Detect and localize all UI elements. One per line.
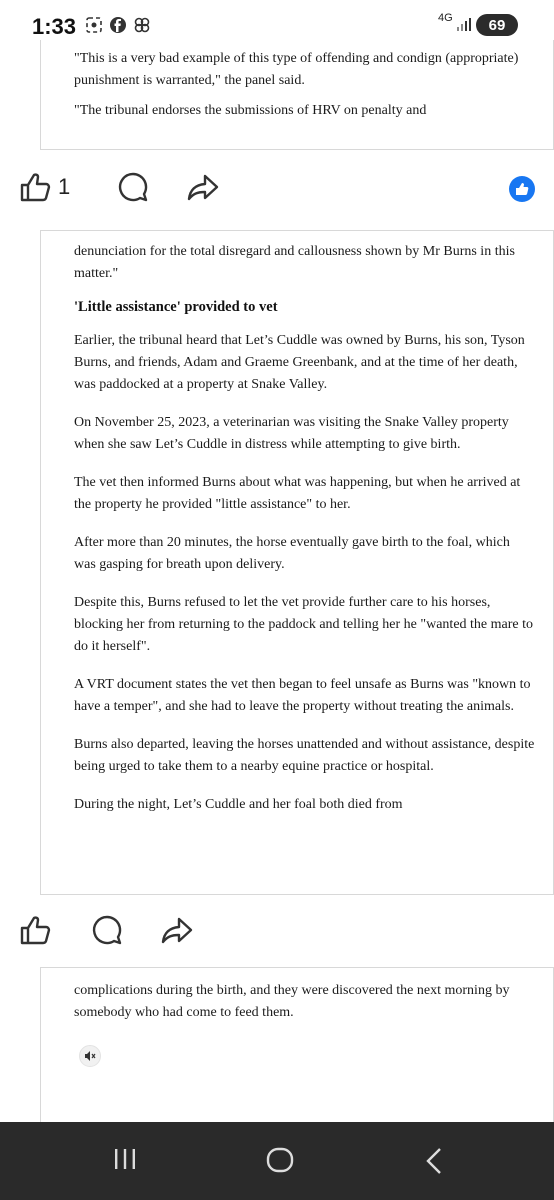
thumbs-up-icon [18, 170, 52, 204]
paragraph: Despite this, Burns refused to let the vet provide further care to his horses, blocking her from returning to the paddock and telling her he "wanted the mare to do it herself". [74, 595, 534, 654]
comment-button[interactable] [90, 913, 124, 947]
paragraph: complications during the birth, and they were discovered the next morning by somebody who had come to feed them. [74, 983, 510, 1020]
like-button[interactable] [18, 170, 70, 204]
paragraph: The vet then informed Burns about what was happening, but when he arrived at the property he provided "little assistance" to her. [74, 475, 521, 512]
share-icon [160, 913, 194, 947]
like-count: 1 [58, 174, 71, 199]
recent-apps-icon[interactable] [112, 1146, 138, 1172]
paragraph: Burns also departed, leaving the horses unattended and without assistance, despite being urged to take them to a nearby equine practice or hospital. [74, 737, 535, 774]
home-icon[interactable] [265, 1146, 295, 1176]
network-indicator: 4G [438, 12, 453, 24]
article-subheading: 'Little assistance' provided to vet [74, 299, 278, 315]
back-icon[interactable] [422, 1146, 448, 1176]
post-action-bar [0, 895, 554, 967]
notification-icons [85, 16, 151, 34]
comment-button[interactable] [116, 170, 150, 204]
share-button[interactable] [160, 913, 194, 947]
share-icon [186, 170, 220, 204]
paragraph: denunciation for the total disregard and callousness shown by Mr Burns in this matter." [74, 244, 515, 281]
article-card-middle [40, 230, 554, 895]
signal-icon [456, 18, 472, 32]
paragraph: "The tribunal endorses the submissions of HRV on penalty and [74, 103, 427, 118]
paragraph: "This is a very bad example of this type of offending and condign (appropriate) punishment is warranted," the panel said. [74, 51, 519, 88]
pinwheel-icon [133, 16, 151, 34]
mute-icon [84, 1050, 96, 1062]
comment-icon [90, 913, 124, 947]
battery-indicator [476, 14, 518, 36]
mute-button[interactable] [79, 1045, 101, 1067]
article-card-top [40, 40, 554, 150]
facebook-icon [109, 16, 127, 34]
article-card-bottom [40, 967, 554, 1122]
like-button[interactable] [18, 913, 52, 947]
comment-icon [116, 170, 150, 204]
thumbs-up-icon [18, 913, 52, 947]
paragraph: During the night, Let’s Cuddle and her foal both died from [74, 797, 403, 812]
battery-level: 69 [488, 16, 506, 34]
screenshot-icon [85, 16, 103, 34]
system-nav-bar [0, 1122, 554, 1200]
paragraph: After more than 20 minutes, the horse eventually gave birth to the foal, which was gasping for breath upon delivery. [74, 535, 510, 572]
facebook-like-badge[interactable] [509, 176, 535, 202]
paragraph: A VRT document states the vet then began to feel unsafe as Burns was "known to have a temper", and she had to leave the property without treating the animals. [74, 677, 531, 714]
status-time: 1:33 [32, 14, 77, 39]
facebook-like-icon [514, 181, 530, 197]
paragraph: On November 25, 2023, a veterinarian was visiting the Snake Valley property when she saw Let’s Cuddle in distress while attempting to give birth. [74, 415, 509, 452]
paragraph: Earlier, the tribunal heard that Let’s Cuddle was owned by Burns, his son, Tyson Burns, and friends, Adam and Graeme Greenbank, and at the time of her death, was paddocked at a property at Snake Valley. [74, 333, 525, 392]
share-button[interactable] [186, 170, 220, 204]
post-action-bar [0, 152, 554, 230]
